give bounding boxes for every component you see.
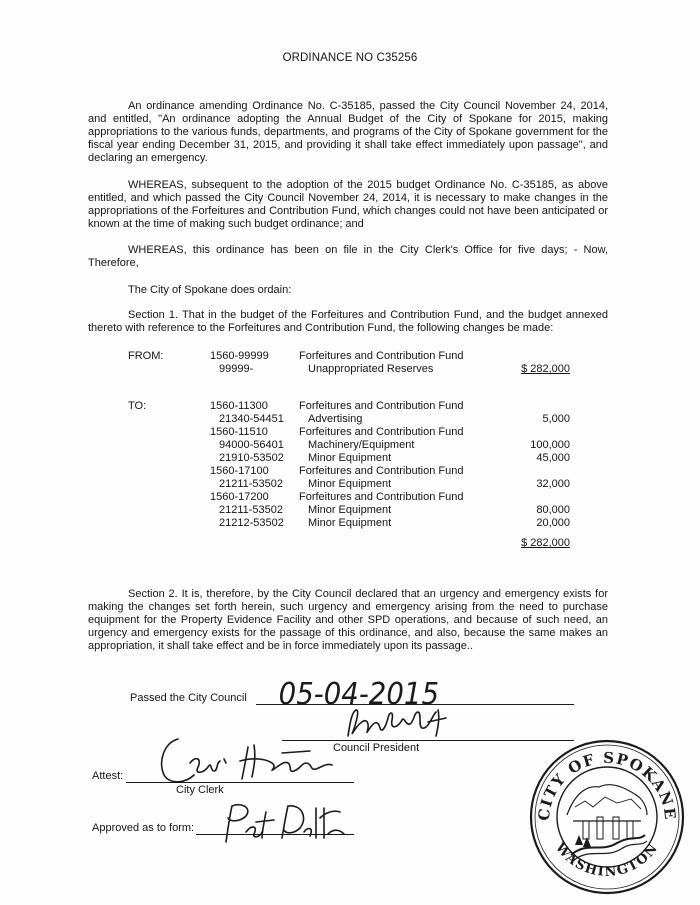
- budget-to-code: 21340-54451: [219, 413, 284, 425]
- budget-to-code: 1560-11300: [210, 400, 268, 412]
- approved-label: Approved as to form:: [92, 822, 195, 834]
- budget-to-amount: 100,000: [530, 439, 570, 451]
- budget-to-code: 21212-53502: [219, 517, 284, 529]
- svg-text:CITY OF SPOKANE: CITY OF SPOKANE: [534, 748, 680, 822]
- budget-to-amount: 20,000: [536, 517, 570, 529]
- budget-to-code: 21910-53502: [219, 452, 284, 464]
- budget-to-description: Advertising: [308, 413, 363, 425]
- from-label: FROM:: [128, 350, 164, 362]
- budget-to-code: 21211-53502: [219, 478, 284, 490]
- budget-to-description: Minor Equipment: [308, 504, 392, 516]
- budget-from-amount: $ 282,000: [521, 363, 570, 375]
- passed-label: Passed the City Council: [130, 692, 247, 704]
- whereas-paragraph-2: WHEREAS, this ordinance has been on file in the City Clerk's Office for five days; - Now, Therefore,: [88, 244, 608, 269]
- budget-to-amount: 5,000: [542, 413, 570, 425]
- intro-paragraph: An ordinance amending Ordinance No. C-35185, passed the City Council November 24, 2014, and entitled, "An ordinance adopting the Annual Budget of the City of Spokane for 2015, making appropriations to the various funds, departments, and programs of the City of Spokane government for the fiscal year ending December 31, 2015, and providing it shall take effect immediately upon passage", and declaring an emergency.: [88, 100, 608, 164]
- ordain-paragraph: The City of Spokane does ordain:: [128, 284, 292, 296]
- whereas-paragraph-1: WHEREAS, subsequent to the adoption of the 2015 budget Ordinance No. C-35185, as above entitled, and which passed the City Council November 24, 2014, it is necessary to make changes in the appropriations of the Forfeitures and Contribution Fund, which changes could not have been anticipated or known at the time of making such budget ordinance; and: [88, 179, 608, 230]
- attorney-signature: [212, 798, 352, 848]
- budget-to-description: Forfeitures and Contribution Fund: [299, 426, 464, 438]
- budget-to-amount: 32,000: [536, 478, 570, 490]
- president-signature: [342, 704, 452, 744]
- to-label: TO:: [128, 400, 147, 412]
- budget-to-amount: 45,000: [536, 452, 570, 464]
- budget-to-description: Forfeitures and Contribution Fund: [299, 491, 464, 503]
- budget-to-code: 1560-17100: [210, 465, 269, 477]
- budget-to-description: Machinery/Equipment: [308, 439, 415, 451]
- budget-to-description: Minor Equipment: [308, 478, 392, 490]
- budget-to-description: Forfeitures and Contribution Fund: [299, 400, 464, 412]
- ordinance-title: ORDINANCE NO C35256: [282, 52, 418, 64]
- budget-to-code: 21211-53502: [219, 504, 284, 516]
- budget-from-code: 99999-: [219, 363, 254, 375]
- budget-to-amount: 80,000: [536, 504, 570, 516]
- section-2-paragraph: Section 2. It is, therefore, by the City Council declared that an urgency and emergency exists for making the changes set forth herein, such urgency and emergency arising from the need to purchase equipment for the Property Evidence Facility and other SPD operations, and because of such need, an urgency and emergency exists for the passage of this ordinance, and also, because the same makes an appropriation, it shall take effect and be in force immediately upon its passage..: [88, 588, 608, 652]
- budget-from-code: 1560-99999: [210, 350, 269, 362]
- budget-total: $ 282,000: [521, 537, 570, 549]
- budget-to-description: Minor Equipment: [308, 452, 392, 464]
- budget-to-code: 1560-17200: [210, 491, 269, 503]
- svg-text:05-04-2015: 05-04-2015: [278, 675, 440, 712]
- svg-text:WASHINGTON: WASHINGTON: [552, 840, 662, 881]
- clerk-label: City Clerk: [176, 784, 224, 796]
- budget-to-code: 1560-11510: [210, 426, 268, 438]
- attest-label: Attest:: [92, 770, 124, 782]
- section-1-paragraph: Section 1. That in the budget of the Forfeitures and Contribution Fund, and the budget annexed thereto with reference to the Forfeitures and Contribution Fund, the following changes be made:: [88, 309, 608, 334]
- budget-to-description: Forfeitures and Contribution Fund: [299, 465, 464, 477]
- president-label: Council President: [333, 742, 420, 754]
- budget-to-code: 94000-56401: [219, 439, 284, 451]
- budget-to-description: Minor Equipment: [308, 517, 392, 529]
- city-of-spokane-seal: [527, 737, 687, 897]
- budget-from-description: Forfeitures and Contribution Fund: [299, 350, 464, 362]
- budget-from-description: Unappropriated Reserves: [308, 363, 434, 375]
